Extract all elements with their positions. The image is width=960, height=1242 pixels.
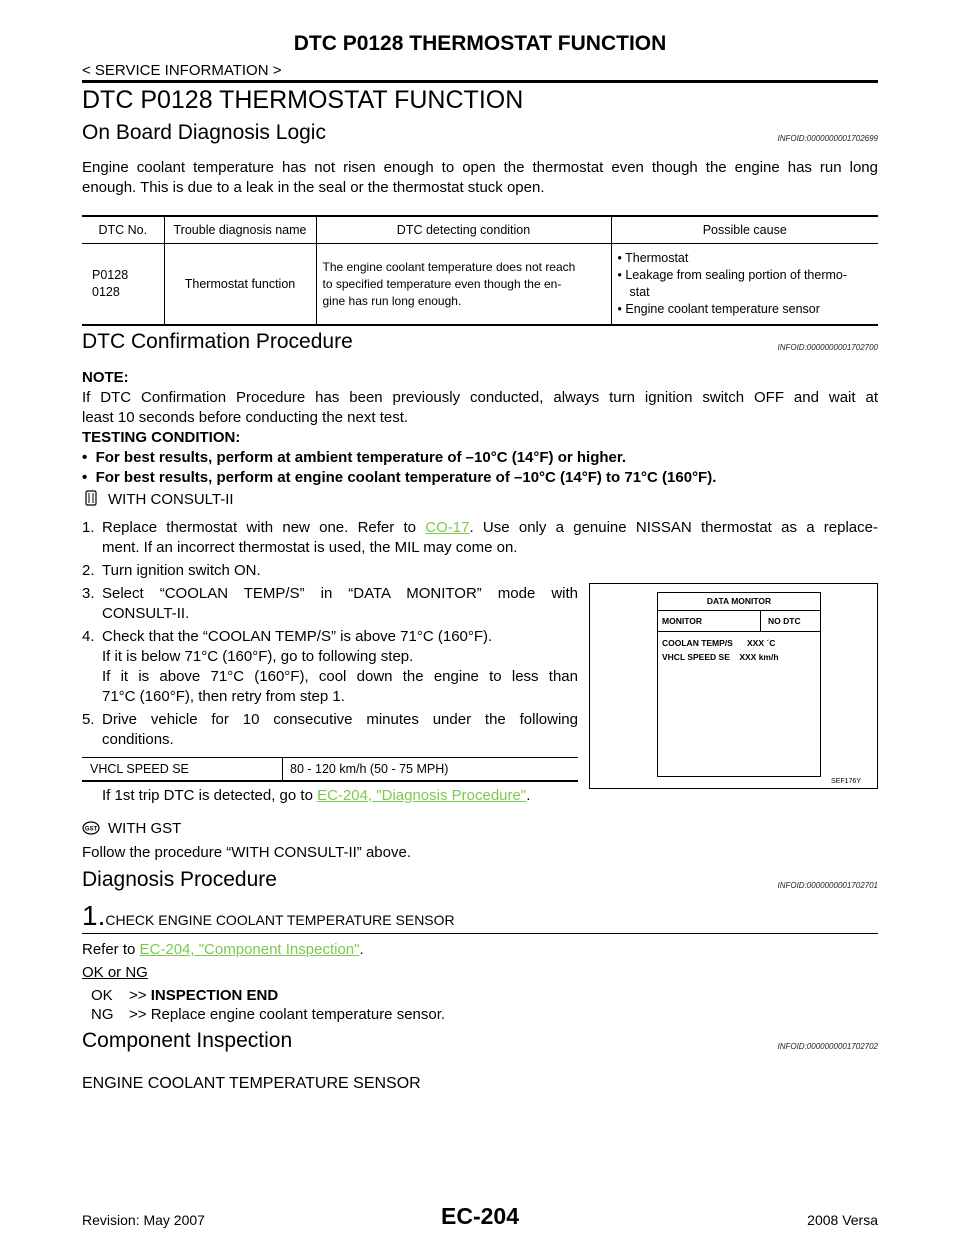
- figure-code: SEF176Y: [831, 778, 861, 785]
- infoid-dtc-conf: INFOID:0000000001702700: [777, 343, 878, 352]
- ok-result: OK >> INSPECTION END: [91, 987, 279, 1004]
- gst-text: Follow the procedure “WITH CONSULT-II” above.: [82, 844, 411, 861]
- dtc-table: [82, 215, 878, 326]
- revision-label: Revision: May 2007: [82, 1212, 205, 1228]
- infoid-comp: INFOID:0000000001702702: [777, 1042, 878, 1051]
- section-heading-diag: Diagnosis Procedure: [82, 868, 277, 891]
- diag-refer: Refer to EC-204, "Component Inspection".: [82, 941, 364, 958]
- svg-text:GST: GST: [84, 826, 98, 833]
- cond-param: VHCL SPEED SE: [90, 762, 189, 776]
- ng-result: NG >> Replace engine coolant temperature sensor.: [91, 1006, 446, 1023]
- link-component-inspection[interactable]: EC-204, "Component Inspection": [139, 941, 360, 958]
- ok-ng-label: OK or NG: [82, 964, 148, 981]
- page-title: DTC P0128 THERMOSTAT FUNCTION: [82, 86, 524, 114]
- cond-value: 80 - 120 km/h (50 - 75 MPH): [290, 762, 449, 776]
- section-heading-dtc-conf: DTC Confirmation Procedure: [82, 330, 353, 353]
- page-code: EC-204: [441, 1203, 519, 1229]
- model-label: 2008 Versa: [807, 1212, 878, 1228]
- screen-row-speed: VHCL SPEED SE XXX km/h: [662, 652, 779, 662]
- screen-no-dtc: NO DTC: [768, 616, 801, 626]
- infoid-diag: INFOID:0000000001702701: [777, 881, 878, 890]
- comp-subtitle: ENGINE COOLANT TEMPERATURE SENSOR: [82, 1075, 421, 1092]
- infoid-obd: INFOID:0000000001702699: [777, 134, 878, 143]
- speed-condition-table: [82, 758, 578, 780]
- col-dtc-no: DTC No.: [82, 216, 164, 244]
- section-label: < SERVICE INFORMATION >: [82, 62, 282, 79]
- cell-trouble-name: Thermostat function: [164, 244, 316, 326]
- col-trouble-name: Trouble diagnosis name: [164, 216, 316, 244]
- link-co-17[interactable]: CO-17: [425, 519, 470, 536]
- link-diagnosis-procedure[interactable]: EC-204, "Diagnosis Procedure": [317, 787, 527, 804]
- note-block: NOTE: If DTC Confirmation Procedure has been previously conducted, always turn ignition switch OFF and wait at least 10 seconds before conducting the next test. TESTING CONDITION: • For best results, perform at ambient temperature of –10°C (14°F) or higher. • For best results, perform at engine coolant temperature of –10°C (14°F) to 71°C (160°F).: [82, 369, 878, 486]
- screen-row-coolant: COOLAN TEMP/S XXX ´C: [662, 638, 776, 648]
- consult-screen: [657, 592, 821, 777]
- cell-detect-cond: The engine coolant temperature does not reach to specified temperature even though the en- gine has run long enough.: [316, 244, 611, 326]
- screen-title: DATA MONITOR: [658, 593, 820, 611]
- trip-dtc-note: If 1st trip DTC is detected, go to EC-204, "Diagnosis Procedure".: [102, 787, 531, 804]
- section-heading-obd: On Board Diagnosis Logic: [82, 121, 326, 144]
- col-possible-cause: Possible cause: [611, 216, 878, 244]
- screen-monitor-label: MONITOR: [662, 616, 702, 626]
- data-monitor-figure: [589, 583, 878, 789]
- consult-icon: [84, 490, 98, 511]
- obd-paragraph: Engine coolant temperature has not risen enough to open the thermostat even though the engine has run long enough. This is due to a leak in the seal or the thermostat stuck open.: [82, 159, 878, 196]
- cell-dtc-no: P0128 0128: [82, 244, 164, 326]
- diag-step-1-heading: 1.CHECK ENGINE COOLANT TEMPERATURE SENSOR: [82, 900, 455, 931]
- consult-label: WITH CONSULT-II: [108, 491, 234, 508]
- section-heading-comp: Component Inspection: [82, 1029, 293, 1052]
- col-detect-cond: DTC detecting condition: [316, 216, 611, 244]
- cell-possible-cause: • Thermostat • Leakage from sealing portion of thermo- stat • Engine coolant temperature sensor: [611, 244, 878, 326]
- page-header-title: DTC P0128 THERMOSTAT FUNCTION: [293, 32, 667, 55]
- gst-label: WITH GST: [108, 820, 182, 837]
- gst-icon: [82, 821, 100, 840]
- header-rule: [82, 80, 878, 83]
